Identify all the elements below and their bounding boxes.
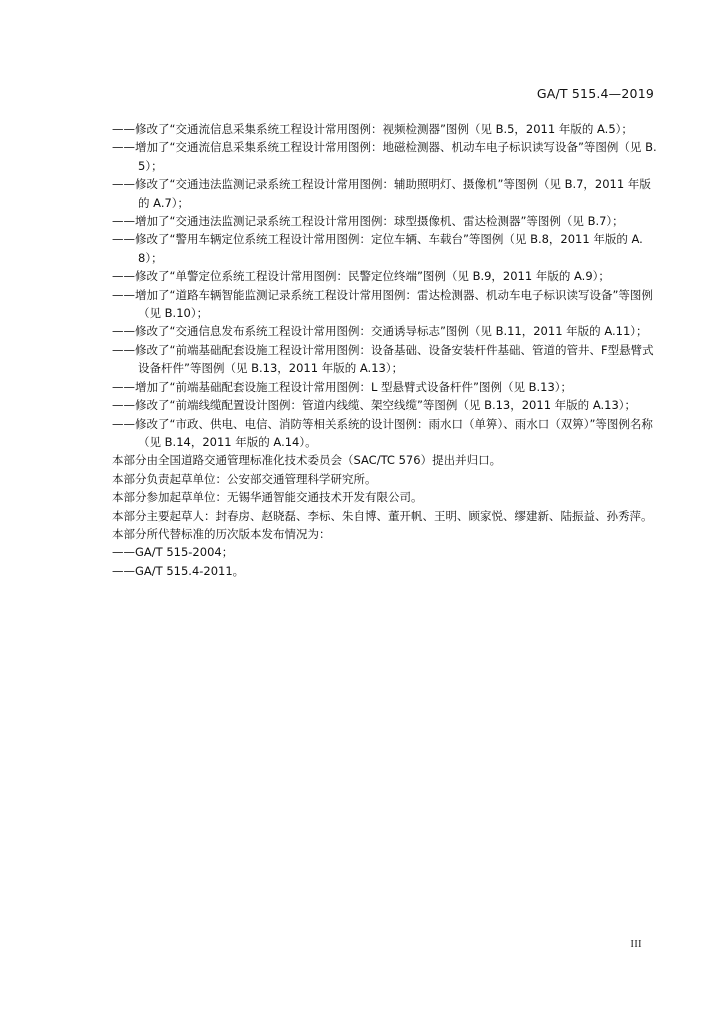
change-item: ——修改了“交通信息发布系统工程设计常用图例：交通诱导标志”图例（见 B.11，2011 年版的 A.11）； [112, 324, 648, 339]
change-item: ——增加了“交通流信息采集系统工程设计常用图例：地磁检测器、机动车电子标识读写设备”等图例（见 B.5）； [112, 140, 657, 173]
change-item: ——修改了“市政、供电、电信、消防等相关系统的设计图例：雨水口（单箅）、雨水口（双箅）”等图例名称（见 B.14，2011 年版的 A.14）。 [112, 416, 653, 449]
responsible-unit: 本部分负责起草单位：公安部交通管理科学研究所。 [112, 471, 377, 486]
change-item: ——修改了“交通流信息采集系统工程设计常用图例：视频检测器”图例（见 B.5，2011 年版的 A.5）； [112, 122, 633, 136]
history-intro: 本部分所代替标准的历次版本发布情况为： [112, 526, 331, 541]
change-item: ——修改了“警用车辆定位系统工程设计常用图例：定位车辆、车载台”等图例（见 B.8，2011 年版的 A.8）； [112, 232, 643, 265]
change-item: ——修改了“单警定位系统工程设计常用图例：民警定位终端”图例（见 B.9，2011 年版的 A.9）； [112, 269, 610, 284]
foreword-content [112, 120, 657, 580]
change-item: ——增加了“道路车辆智能监测记录系统工程设计常用图例：雷达检测器、机动车电子标识读写设备”等图例（见 B.10）； [112, 287, 653, 321]
history-item: ——GA/T 515-2004； [112, 545, 234, 560]
change-item: ——增加了“交通违法监测记录系统工程设计常用图例：球型摄像机、雷达检测器”等图例（见 B.7）； [112, 214, 624, 229]
committee-statement: 本部分由全国道路交通管理标准化技术委员会（SAC/TC 576）提出并归口。 [112, 453, 502, 468]
change-item: ——修改了“交通违法监测记录系统工程设计常用图例：辅助照明灯、摄像机”等图例（见 B.7，2011 年版的 A.7）； [112, 177, 651, 210]
main-drafters: 本部分主要起草人：封春房、赵晓磊、李标、朱自博、董开帆、王明、顾家悦、缪建新、陆振益、孙秀萍。 [112, 508, 653, 523]
history-item: ——GA/T 515.4-2011。 [112, 563, 245, 578]
change-item: ——增加了“前端基础配套设施工程设计常用图例：L 型悬臂式设备杆件”图例（见 B.13）； [112, 379, 573, 394]
participating-unit: 本部分参加起草单位：无锡华通智能交通技术开发有限公司。 [112, 490, 423, 505]
page-number: III [630, 939, 642, 950]
change-item: ——修改了“前端基础配套设施工程设计常用图例：设备基础、设备安装杆件基础、管道的管井、F型悬臂式设备杆件”等图例（见 B.13，2011 年版的 A.13）； [112, 342, 654, 376]
change-item: ——修改了“前端线缆配置设计图例：管道内线缆、架空线缆”等图例（见 B.13，2011 年版的 A.13）； [112, 398, 637, 413]
standard-code: GA/T 515.4—2019 [536, 86, 654, 101]
